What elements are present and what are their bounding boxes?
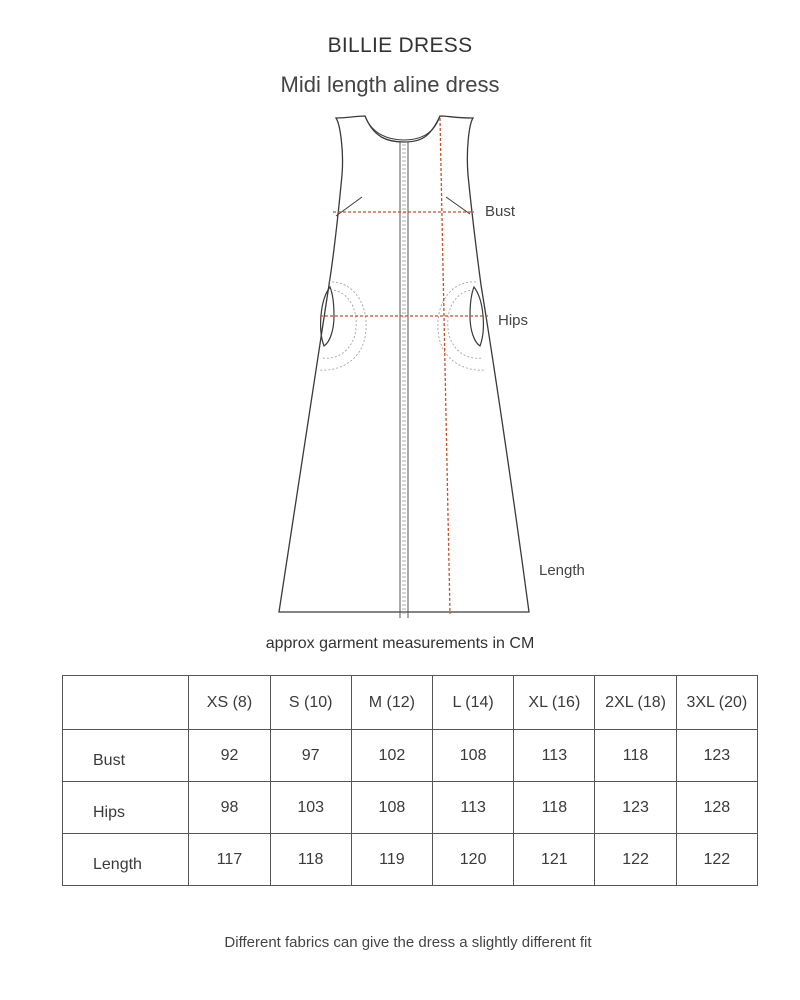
- table-cell: 119: [351, 834, 432, 886]
- table-header-cell: M (12): [351, 676, 432, 730]
- table-cell: 102: [351, 730, 432, 782]
- table-cell: 103: [270, 782, 351, 834]
- table-row: [63, 834, 758, 886]
- table-header-row: [63, 676, 758, 730]
- table-cell: 113: [433, 782, 514, 834]
- table-cell: 117: [189, 834, 270, 886]
- hips-label: Hips: [498, 312, 529, 329]
- row-label: Hips: [63, 782, 189, 834]
- size-chart-table: [62, 675, 758, 886]
- table-cell: 120: [433, 834, 514, 886]
- table-cell: 118: [514, 782, 595, 834]
- table-header-cell: XS (8): [189, 676, 270, 730]
- page-subtitle: Midi length aline dress: [280, 72, 500, 97]
- pocket-bag-right: [448, 290, 482, 358]
- table-cell: 113: [514, 730, 595, 782]
- table-header-cell: S (10): [270, 676, 351, 730]
- table-cell: 123: [595, 782, 676, 834]
- table-header-cell: L (14): [433, 676, 514, 730]
- length-measure-line: [440, 118, 450, 614]
- table-header-cell: [63, 676, 189, 730]
- table-cell: 121: [514, 834, 595, 886]
- row-label: Bust: [63, 730, 189, 782]
- table-cell: 128: [676, 782, 757, 834]
- table-cell: 108: [433, 730, 514, 782]
- table-header-cell: 3XL (20): [676, 676, 757, 730]
- dress-outline: [279, 116, 529, 612]
- table-header-cell: 2XL (18): [595, 676, 676, 730]
- table-cell: 98: [189, 782, 270, 834]
- table-cell: 118: [595, 730, 676, 782]
- table-row: [63, 782, 758, 834]
- table-cell: 118: [270, 834, 351, 886]
- fit-disclaimer: Different fabrics can give the dress a slightly different fit: [224, 934, 592, 951]
- measurements-caption: approx garment measurements in CM: [265, 635, 535, 652]
- table-cell: 123: [676, 730, 757, 782]
- table-row: [63, 730, 758, 782]
- page-title: BILLIE DRESS: [327, 34, 473, 57]
- table-cell: 122: [595, 834, 676, 886]
- neckline-facing: [365, 116, 440, 140]
- row-label: Length: [63, 834, 189, 886]
- table-cell: 97: [270, 730, 351, 782]
- table-header-cell: XL (16): [514, 676, 595, 730]
- table-cell: 92: [189, 730, 270, 782]
- table-cell: 122: [676, 834, 757, 886]
- table-cell: 108: [351, 782, 432, 834]
- length-label: Length: [539, 562, 585, 579]
- bust-label: Bust: [485, 203, 516, 220]
